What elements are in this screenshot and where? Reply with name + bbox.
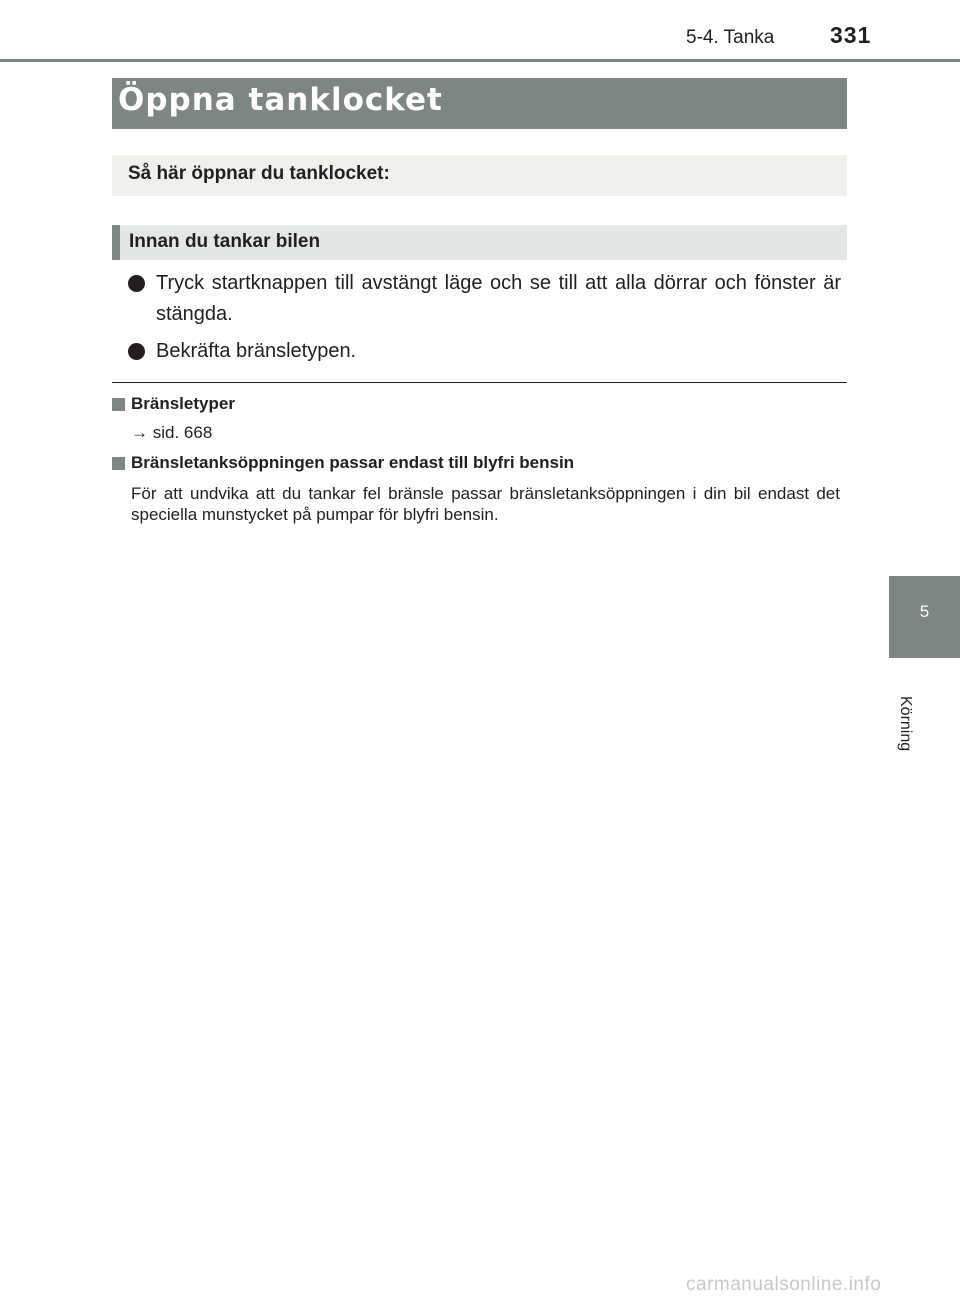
square-bullet-icon <box>112 398 125 411</box>
bullet-icon <box>128 343 145 360</box>
bullet-text: Bekräfta bränsletypen. <box>156 340 357 362</box>
note-body: För att undvika att du tankar fel bränsle passar bränsletanksöppningen i din bil endast det speciella munstycket på pumpar för blyfri bensin. <box>131 484 840 524</box>
chapter-tab <box>889 576 960 658</box>
chapter-number: 5 <box>919 602 930 621</box>
note-heading <box>112 394 235 414</box>
intro-box <box>112 155 847 196</box>
list-item <box>128 268 841 330</box>
page-title: Öppna tanklocket <box>118 82 443 118</box>
bullet-list <box>128 268 841 373</box>
bullet-text: Tryck startknappen till avstängt läge och se till att alla dörrar och fönster är stängda. <box>156 272 841 325</box>
section-divider <box>112 382 847 383</box>
note-heading-text: Bränsletyper <box>131 394 235 413</box>
intro-text: Så här öppnar du tanklocket: <box>128 163 390 184</box>
square-bullet-icon <box>112 457 125 470</box>
subheading-text: Innan du tankar bilen <box>129 231 321 252</box>
note-body <box>131 422 840 443</box>
subheading-marker <box>112 225 120 260</box>
header-divider <box>0 59 960 62</box>
page-number: 331 <box>830 22 872 48</box>
note-heading-text: Bränsletanksöppningen passar endast till blyfri bensin <box>131 453 575 472</box>
title-bar <box>112 78 847 129</box>
list-item <box>128 336 841 367</box>
bullet-icon <box>128 275 145 292</box>
watermark: carmanualsonline.info <box>686 1274 882 1295</box>
section-label: 5-4. Tanka <box>686 27 775 48</box>
page-reference-link[interactable]: sid. 668 <box>152 423 213 442</box>
subheading-box <box>112 225 847 260</box>
chapter-label: Körning <box>897 696 914 752</box>
arrow-icon: → <box>131 423 148 442</box>
note-heading <box>112 453 574 473</box>
